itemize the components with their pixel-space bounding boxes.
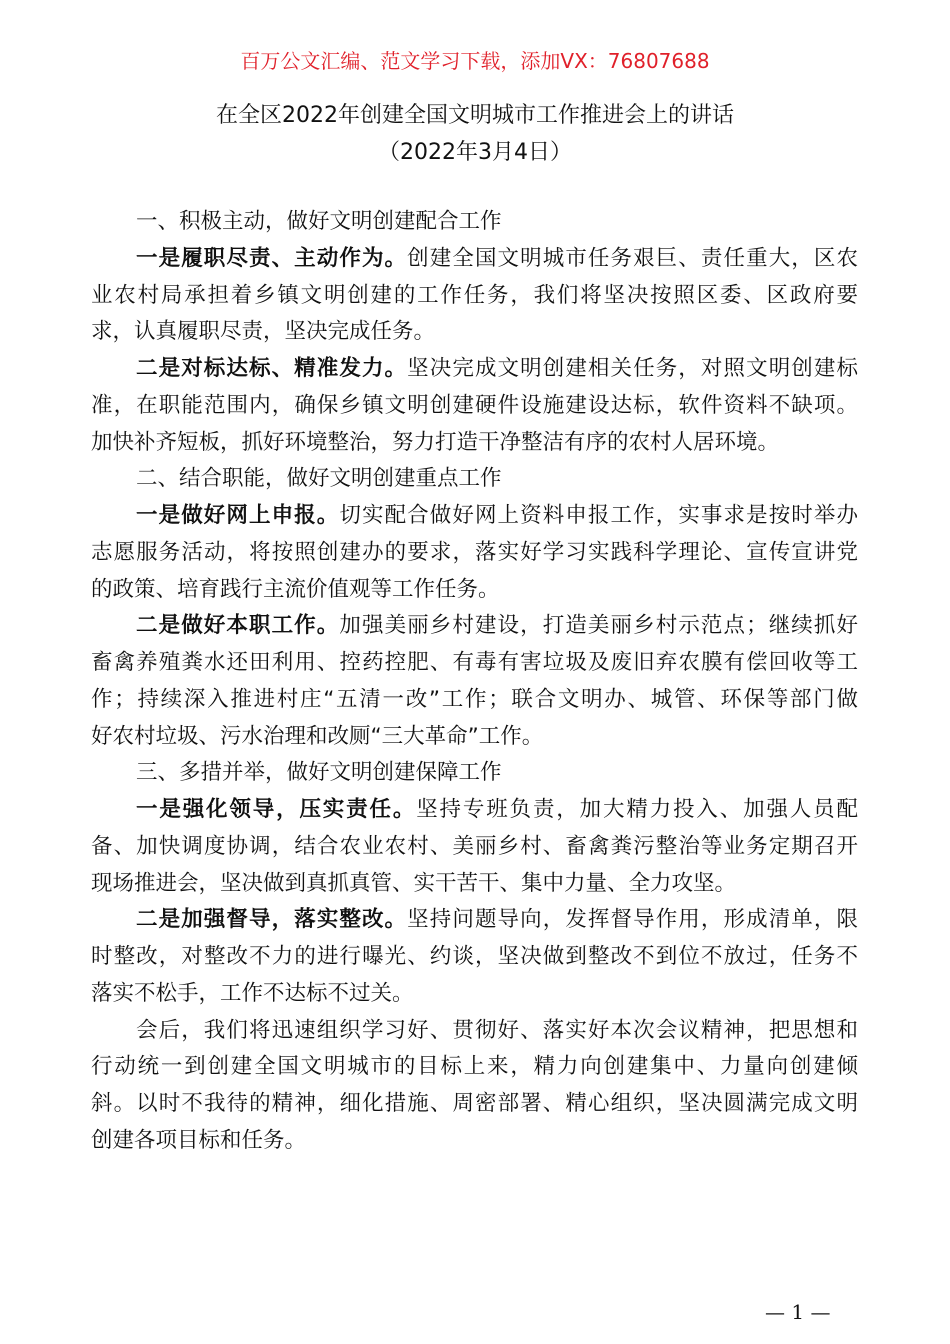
text-line — [91, 1123, 858, 1160]
line-text: 加快补齐短板，抓好环境整治，努力打造干净整洁有序的农村人居环境。 — [91, 429, 780, 455]
line-text: 时整改，对整改不力的进行曝光、约谈，坚决做到整改不到位不放过，任务不 — [91, 944, 858, 969]
line-text: 创建全国文明城市任务艰巨、责任重大，区农 — [407, 245, 858, 271]
text-line — [91, 829, 858, 866]
document-date: （2022年3月4日） — [378, 140, 572, 165]
text-line — [91, 645, 858, 682]
text-line — [91, 939, 858, 976]
line-text: 创建各项目标和任务。 — [91, 1127, 307, 1153]
paragraph — [91, 1013, 858, 1160]
text-line — [91, 719, 858, 756]
text-line — [91, 976, 858, 1013]
text-line — [91, 498, 858, 535]
text-line — [91, 902, 858, 939]
bold-lead: 二是做好本职工作。 — [136, 613, 340, 639]
line-text: 一、积极主动，做好文明创建配合工作 — [136, 209, 502, 234]
line-text: 坚持问题导向，发挥督导作用，形成清单，限 — [407, 907, 858, 933]
text-line — [91, 866, 858, 903]
line-text: 现场推进会，坚决做到真抓真管、实干苦干、集中力量、全力攻坚。 — [91, 870, 737, 896]
line-text: 准，在职能范围内，确保乡镇文明创建硬件设施建设达标，软件资料不缺项。 — [91, 392, 858, 418]
document-body — [91, 204, 858, 1160]
line-text: 三、多措并举，做好文明创建保障工作 — [136, 760, 502, 786]
text-line — [91, 572, 858, 609]
paragraph — [91, 498, 858, 608]
line-text: 斜。以时不我待的精神，细化措施、周密部署、精心组织，坚决圆满完成文明 — [91, 1091, 858, 1116]
line-text: 的政策、培育践行主流价值观等工作任务。 — [91, 576, 500, 602]
bold-lead: 二是对标达标、精准发力。 — [136, 356, 408, 381]
bold-lead: 二是加强督导，落实整改。 — [136, 907, 408, 933]
line-text: 二、结合职能，做好文明创建重点工作 — [136, 466, 502, 492]
section-heading — [91, 755, 858, 792]
line-text: 加强美丽乡村建设，打造美丽乡村示范点；继续抓好 — [339, 613, 858, 639]
line-text: 行动统一到创建全国文明城市的目标上来，精力向创建集中、力量向创建倾 — [91, 1054, 858, 1080]
paragraph — [91, 792, 858, 902]
text-line — [91, 388, 858, 425]
line-text: 好农村垃圾、污水治理和改厕“三大革命”工作。 — [91, 723, 544, 749]
line-text: 畜禽养殖粪水还田利用、控药控肥、有毒有害垃圾及废旧弃农膜有偿回收等工 — [91, 650, 858, 675]
line-text: 志愿服务活动，将按照创建办的要求，落实好学习实践科学理论、宣传宣讲党 — [91, 539, 858, 565]
line-text: 作；持续深入推进村庄“五清一改”工作；联合文明办、城管、环保等部门做 — [91, 686, 858, 712]
text-line — [91, 608, 858, 645]
line-text: 切实配合做好网上资料申报工作，实事求是按时举办 — [339, 503, 858, 528]
paragraph — [91, 902, 858, 1012]
text-line — [91, 1086, 858, 1123]
text-line — [91, 241, 858, 278]
line-text: 求，认真履职尽责，坚决完成任务。 — [91, 319, 436, 345]
text-line — [91, 314, 858, 351]
page-number: — 1 — — [765, 1300, 831, 1324]
bold-lead: 一是做好网上申报。 — [136, 503, 340, 528]
text-line — [91, 204, 858, 241]
section-heading — [91, 204, 858, 241]
text-line — [91, 278, 858, 315]
text-line — [91, 1049, 858, 1086]
text-line — [91, 351, 858, 388]
text-line — [91, 755, 858, 792]
section-heading — [91, 461, 858, 498]
text-line — [91, 535, 858, 572]
text-line — [91, 461, 858, 498]
paragraph — [91, 608, 858, 755]
bold-lead: 一是强化领导，压实责任。 — [136, 797, 417, 822]
line-text: 业农村局承担着乡镇文明创建的工作任务，我们将坚决按照区委、区政府要 — [91, 282, 858, 308]
line-text: 会后，我们将迅速组织学习好、贯彻好、落实好本次会议精神，把思想和 — [136, 1017, 858, 1043]
line-text: 备、加快调度协调，结合农业农村、美丽乡村、畜禽粪污整治等业务定期召开 — [91, 833, 858, 859]
document-title: 在全区2022年创建全国文明城市工作推进会上的讲话 — [216, 103, 734, 128]
text-line — [91, 682, 858, 719]
text-line — [91, 792, 858, 829]
line-text: 落实不松手，工作不达标不过关。 — [91, 980, 414, 1006]
line-text: 坚持专班负责，加大精力投入、加强人员配 — [416, 797, 858, 822]
bold-lead: 一是履职尽责、主动作为。 — [136, 245, 408, 271]
watermark-header: 百万公文汇编、范文学习下载，添加VX：76807688 — [240, 49, 710, 73]
text-line — [91, 425, 858, 462]
paragraph — [91, 351, 858, 461]
paragraph — [91, 241, 858, 351]
text-line — [91, 1013, 858, 1050]
line-text: 坚决完成文明创建相关任务，对照文明创建标 — [407, 356, 858, 381]
